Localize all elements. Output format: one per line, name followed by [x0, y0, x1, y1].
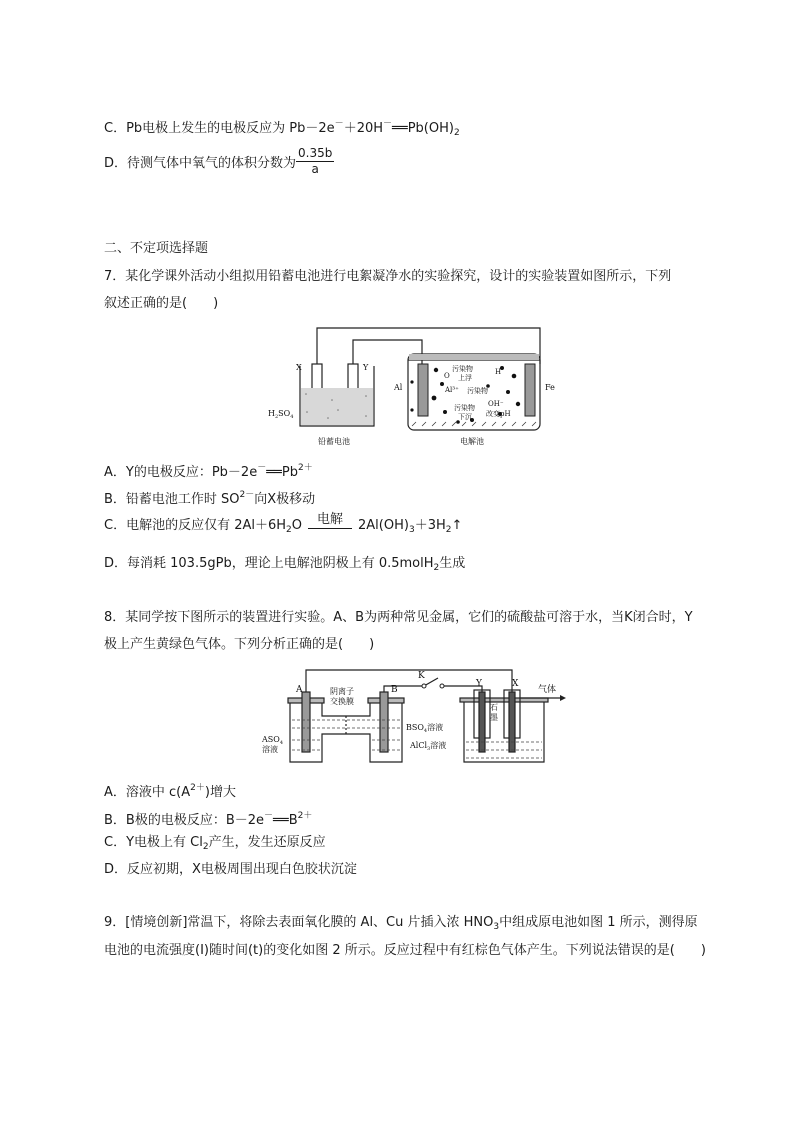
label-aso4: $ASO_4$ — [262, 735, 284, 746]
label-pollutant-2: 污染物 — [467, 387, 488, 395]
label-down: 下沉 — [458, 413, 472, 421]
label-aso4-sol: 溶液 — [262, 745, 278, 754]
q7-option-b: B．铅蓄电池工作时 $SO^{2-}$向X极移动 — [104, 490, 316, 507]
label-pollutant-3: 污染物 — [454, 404, 475, 412]
q6-option-d: D．待测气体中氧气的体积分数为 $\frac{0.35b}{a}$ — [104, 146, 333, 176]
label-y: Y — [476, 679, 482, 689]
label-battery: 铅蓄电池 — [318, 437, 350, 446]
label-b: B — [391, 685, 398, 695]
sediment — [412, 422, 536, 426]
q7-option-c: C．电解池的反应仅有 $2Al+6H_2O$ 电解 $2Al(OH)_3+3H_2↑$ — [104, 511, 463, 535]
label-o2: O — [444, 372, 450, 380]
label-oh: OH⁻ — [488, 400, 504, 408]
fe-electrode — [525, 364, 535, 416]
label-membrane-1: 阴离子 — [330, 687, 354, 696]
q8-option-a: A．溶液中 $c(A^{2+})$增大 — [104, 783, 236, 800]
q6-option-c: C．Pb电极上发生的电极反应为 $Pb-2e^-+20H^-══Pb(OH)_2$ — [104, 119, 460, 138]
label-fe: Fe — [545, 383, 555, 392]
battery-solution — [301, 388, 373, 425]
label-x: X — [512, 679, 519, 689]
label-h2: H — [495, 368, 502, 376]
label-k: K — [418, 671, 425, 681]
k-wire-left — [384, 686, 424, 692]
q8-stem-line1: 8．某同学按下图所示的装置进行实验。A、B为两种常见金属，它们的硫酸盐可溶于水，当K闭合时，Y — [104, 610, 693, 625]
section-title: 二、不定项选择题 — [104, 241, 209, 256]
q8-option-b: B．B极的电极反应：$B-2e^-══B^{2+}$ — [104, 811, 313, 828]
label-y: Y — [363, 363, 369, 372]
q8-figure — [260, 664, 572, 772]
label-h2so4: $H_2SO_4$ — [268, 409, 294, 420]
label-gas: 气体 — [538, 685, 557, 695]
label-membrane-2: 交换膜 — [330, 697, 354, 706]
electrode-b — [380, 692, 388, 752]
fraction: $\frac{0.35b}{a}$ — [298, 146, 333, 176]
label-al: Al — [394, 383, 403, 392]
electrode-a — [302, 692, 310, 752]
label-cell: 电解池 — [460, 437, 484, 446]
q7-option-d: D．每消耗 103.5gPb，理论上电解池阴极上有 0.5molH$_2$生成 — [104, 556, 466, 573]
al-electrode — [418, 364, 428, 416]
graphite-y — [479, 692, 485, 752]
label-bso4: $BSO_4$溶液 — [406, 723, 444, 734]
q7-stem-line2: 叙述正确的是( ) — [104, 296, 219, 311]
q7-stem-line1: 7．某化学课外活动小组拟用铅蓄电池进行电絮凝净水的实验探究，设计的实验装置如图所示，下列 — [104, 269, 672, 284]
label-graphite-2: 墨 — [490, 713, 498, 722]
label-up: 上浮 — [458, 374, 472, 382]
label-alcl3: AlCl$_3$溶液 — [410, 741, 447, 752]
label-pollutant-1: 污染物 — [452, 365, 473, 373]
label-al3: Al³⁺ — [445, 386, 459, 394]
q9-stem-line2: 电池的电流强度(I)随时间(t)的变化如图 2 所示。反应过程中有红棕色气体产生。下列说法错误的是( ) — [104, 943, 706, 958]
q7-figure — [262, 322, 555, 450]
q8-option-d: D．反应初期，X电极周围出现白色胶状沉淀 — [104, 862, 357, 877]
graphite-x — [509, 692, 515, 752]
q9-stem-line1: 9．[情境创新]常温下，将除去表面氧化膜的 Al、Cu 片插入浓 $HNO_3$中组成原电池如图 1 所示，测得原 — [104, 915, 698, 932]
q7-option-a: A．Y的电极反应：$Pb-2e^-══Pb^{2+}$ — [104, 463, 313, 480]
label-graphite-1: 石 — [490, 703, 498, 712]
electrolysis-condition: 电解 — [308, 513, 352, 529]
label-a: A — [296, 685, 303, 695]
q8-option-c: C．Y电极上有 $Cl_2$产生，发生还原反应 — [104, 835, 326, 852]
q8-stem-line2: 极上产生黄绿色气体。下列分析正确的是( ) — [104, 637, 375, 652]
label-x: X — [296, 363, 302, 372]
label-ph: 改变pH — [486, 410, 511, 418]
